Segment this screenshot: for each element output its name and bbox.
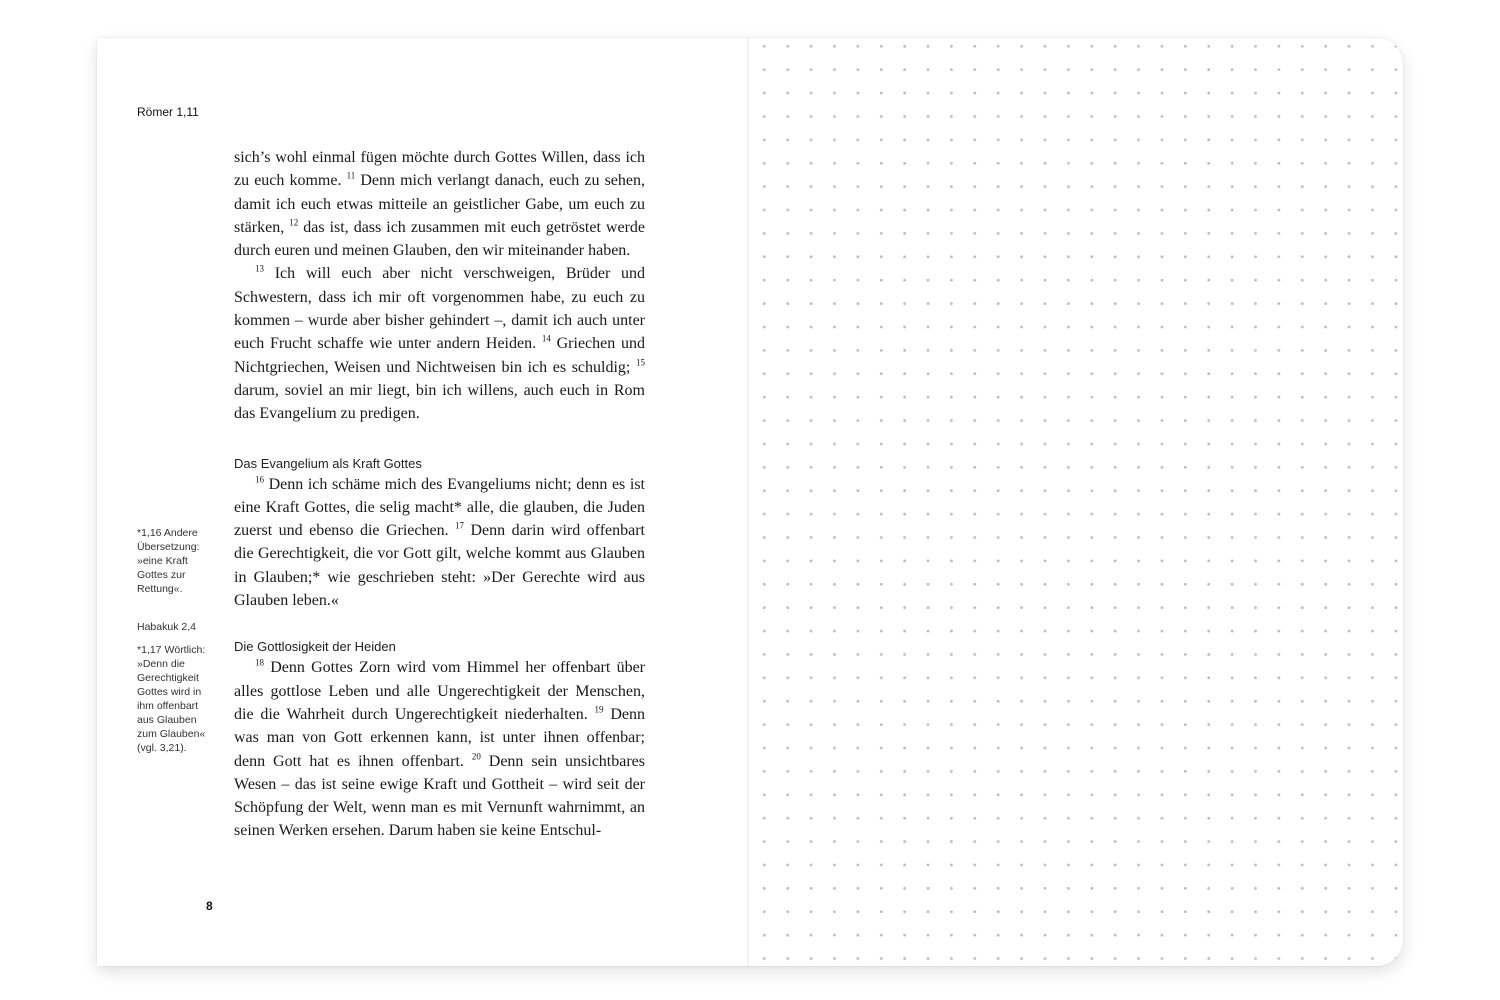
verse-number: 11 (346, 170, 356, 181)
paragraph-3: $^{16}$ Denn ich schäme mich des Evangeliums nicht; denn es ist eine Kraft Gottes, die selig macht* alle, die glauben, die Juden zuerst und ebenso die Griechen. $^{17}$ Denn darin wird offenbart die Gerechtigkeit, die vor Gott gilt, welche kommt aus Glauben in Glauben;* wie geschrieben steht: »Der Gerechte wird aus Glauben leben.« (234, 474, 646, 610)
verse-number: 18 (255, 658, 264, 669)
left-page (97, 38, 748, 966)
verse-number: 15 (636, 357, 645, 368)
open-book (97, 38, 1403, 966)
section-heading-2: Die Gottlosigkeit der Heiden (234, 639, 396, 655)
verse-number: 20 (471, 751, 481, 762)
verse-number: 12 (289, 217, 299, 228)
section-heading-1: Das Evangelium als Kraft Gottes (234, 455, 422, 471)
running-head: Römer 1,11 (137, 105, 199, 119)
verse-number: 14 (541, 334, 551, 345)
margin-note-1: *1,16 Andere Übersetzung: »eine Kraft Gottes zur Rettung«. (137, 527, 200, 595)
verse-number: 19 (594, 704, 604, 715)
body-text (234, 146, 645, 843)
paragraph-1: sich’s wohl einmal fügen möchte durch Gottes Willen, dass ich zu euch komme. $^{11}$ Denn mich verlangt danach, euch zu sehen, damit ich euch etwas mitteile an geistlicher Gabe, um euch zu stärken, $^{12}$ das ist, dass ich zusammen mit euch getröstet werde durch euren und meinen Glauben, den wir miteinander haben. (234, 149, 646, 260)
verse-number: 16 (255, 474, 264, 485)
verse-number: 17 (455, 520, 465, 531)
margin-note-2: Habakuk 2,4 (137, 621, 196, 633)
paragraph-4: $^{18}$ Denn Gottes Zorn wird vom Himmel her offenbart über alles gottlose Leben und alle Ungerechtigkeit der Menschen, die die Wahrheit durch Ungerechtigkeit niederhalten. $^{19}$ Denn was man von Gott erkennen kann, ist unter ihnen offenbar; denn Gott hat es ihnen offenbart. $^{20}$ Denn sein unsichtbares Wesen – das ist seine ewige Kraft und Gottheit – wird seit der Schöpfung der Welt, wenn man es mit Vernunft wahrnimmt, an seinen Werken ersehen. Darum haben sie keine Entschul- (234, 658, 646, 840)
paragraph-2: $^{13}$ Ich will euch aber nicht verschweigen, Brüder und Schwestern, dass ich mir oft vorgenommen habe, zu euch zu kommen – wurde aber bisher gehindert –, damit ich auch unter euch Frucht schaffe wie unter andern Heiden. $^{14}$ Griechen und Nichtgriechen, Weisen und Nichtweisen bin ich es schuldig; $^{15}$ darum, soviel an mir liegt, bin ich willens, auch euch in Rom das Evangelium zu predigen. (234, 264, 645, 423)
page-number: 8 (206, 899, 213, 913)
dot-grid-page (749, 38, 1403, 966)
margin-note-3: *1,17 Wörtlich: »Denn die Gerechtigkeit Gottes wird in ihm offenbart aus Glauben zum Glauben« (vgl. 3,21). (137, 644, 206, 754)
verse-number: 13 (255, 264, 264, 275)
